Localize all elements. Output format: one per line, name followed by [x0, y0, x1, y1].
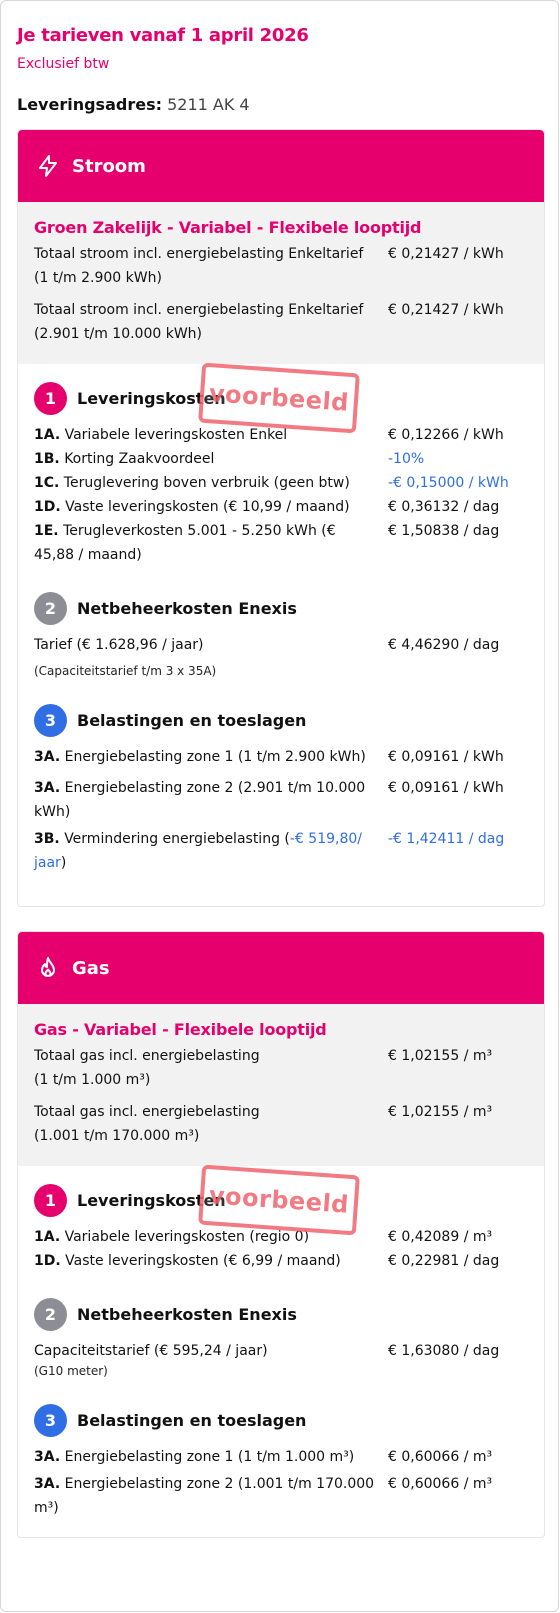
row-value: € 0,12266 / kWh — [388, 427, 504, 443]
row-value: € 0,60066 / m³ — [388, 1476, 493, 1492]
page-title: Je tarieven vanaf 1 april 2026 — [17, 25, 309, 46]
tariff-row — [34, 827, 528, 875]
tariff-row — [34, 519, 528, 567]
row-label: Variabele leveringskosten Enkel — [64, 427, 288, 443]
row-label: Teruglevering boven verbruik (geen btw) — [63, 475, 350, 491]
stroom-product: Groen Zakelijk - Variabel - Flexibele looptijd — [34, 218, 422, 237]
row-value: -€ 1,42411 / dag — [388, 831, 505, 847]
lightning-icon — [36, 154, 60, 178]
row-value: € 1,63080 / dag — [388, 1343, 500, 1359]
row-value: € 1,50838 / dag — [388, 523, 500, 539]
summary-row — [34, 1044, 528, 1092]
row-code: 3A. — [34, 749, 61, 765]
stroom-section-belastingen — [18, 681, 544, 875]
row-code: 3A. — [34, 780, 61, 796]
row-label: Energiebelasting zone 1 (1 t/m 2.900 kWh) — [64, 749, 366, 765]
row-code: 1D. — [34, 499, 61, 515]
step-number: 1 — [34, 1184, 67, 1217]
summary-row — [34, 298, 528, 346]
row-label: Capaciteitstarief (€ 595,24 / jaar) — [34, 1343, 268, 1359]
summary-row — [34, 1100, 528, 1148]
row-code: 1A. — [34, 1229, 61, 1245]
gas-header — [18, 932, 544, 1004]
summary-row — [34, 242, 528, 290]
address-label: Leveringsadres: — [17, 95, 162, 114]
row-label: Energiebelasting zone 2 (2.901 t/m 10.000 kWh) — [34, 780, 366, 820]
section-title: Belastingen en toeslagen — [77, 1410, 307, 1430]
gas-title: Gas — [72, 957, 110, 979]
section-title: Leveringskosten — [77, 1190, 226, 1210]
tariff-row — [34, 745, 528, 769]
row-code: 1C. — [34, 475, 60, 491]
summary-label: Totaal stroom incl. energiebelasting Enkeltarief (1 t/m 2.900 kWh) — [34, 246, 364, 286]
row-label: Vaste leveringskosten (€ 6,99 / maand) — [65, 1253, 341, 1269]
row-label: Energiebelasting zone 2 (1.001 t/m 170.000 m³) — [34, 1476, 375, 1516]
stroom-header — [18, 130, 544, 202]
summary-value: € 1,02155 / m³ — [388, 1104, 493, 1120]
step-number: 1 — [34, 382, 67, 415]
step-number: 3 — [34, 704, 67, 737]
gas-product: Gas - Variabel - Flexibele looptijd — [34, 1020, 327, 1039]
flame-icon — [36, 956, 60, 980]
row-code: 3A. — [34, 1449, 61, 1465]
page-subtitle: Exclusief btw — [17, 56, 110, 72]
row-value: € 0,60066 / m³ — [388, 1449, 493, 1465]
summary-label: Totaal stroom incl. energiebelasting Enkeltarief (2.901 t/m 10.000 kWh) — [34, 302, 364, 342]
stroom-summary — [18, 202, 544, 364]
section-title: Leveringskosten — [77, 388, 226, 408]
row-code: 3B. — [34, 831, 60, 847]
gas-card — [17, 931, 545, 1538]
step-number: 2 — [34, 592, 67, 625]
tariff-row — [34, 776, 528, 824]
sample-stamp: voorbeeld — [198, 363, 360, 434]
tariff-row — [34, 447, 528, 471]
tariff-row — [34, 471, 528, 495]
row-label: Terugleverkosten 5.001 - 5.250 kWh (€ 45,88 / maand) — [34, 523, 336, 563]
address-value: 5211 AK 4 — [167, 95, 250, 114]
row-note: (G10 meter) — [34, 1364, 108, 1378]
row-value: € 0,22981 / dag — [388, 1253, 500, 1269]
summary-label: Totaal gas incl. energiebelasting (1.001 t/m 170.000 m³) — [34, 1104, 260, 1144]
summary-value: € 0,21427 / kWh — [388, 302, 504, 318]
delivery-address — [17, 95, 250, 114]
row-code: 1A. — [34, 427, 61, 443]
section-title: Netbeheerkosten Enexis — [77, 1304, 297, 1324]
summary-value: € 0,21427 / kWh — [388, 246, 504, 262]
row-value: € 4,46290 / dag — [388, 637, 500, 653]
tariff-row — [34, 633, 528, 657]
row-value: € 0,09161 / kWh — [388, 749, 504, 765]
stroom-card — [17, 129, 545, 907]
row-label: Vaste leveringskosten (€ 10,99 / maand) — [65, 499, 350, 515]
section-heading — [34, 1297, 528, 1331]
row-label: Variabele leveringskosten (regio 0) — [64, 1229, 310, 1245]
gas-summary — [18, 1004, 544, 1166]
stroom-section-netbeheer — [18, 567, 544, 681]
row-value: -€ 0,15000 / kWh — [388, 475, 509, 491]
row-code: 3A. — [34, 1476, 61, 1492]
gas-section-netbeheer — [18, 1273, 544, 1381]
row-label: Vermindering energiebelasting ( — [64, 831, 290, 847]
summary-value: € 1,02155 / m³ — [388, 1048, 493, 1064]
row-value: € 0,42089 / m³ — [388, 1229, 493, 1245]
tariff-row — [34, 1472, 528, 1520]
tariff-row — [34, 495, 528, 519]
tariff-row — [34, 1339, 528, 1363]
step-number: 2 — [34, 1298, 67, 1331]
row-code: 1B. — [34, 451, 60, 467]
tariff-row — [34, 1445, 528, 1469]
summary-label: Totaal gas incl. energiebelasting (1 t/m 1.000 m³) — [34, 1048, 260, 1088]
row-code: 1E. — [34, 523, 59, 539]
row-label: Tarief (€ 1.628,96 / jaar) — [34, 637, 204, 653]
section-title: Belastingen en toeslagen — [77, 710, 307, 730]
stroom-title: Stroom — [72, 155, 146, 177]
row-value: -10% — [388, 451, 425, 467]
gas-section-belastingen — [18, 1381, 544, 1520]
row-value: € 0,36132 / dag — [388, 499, 500, 515]
reduction-link[interactable]: -€ 519,80/ jaar — [34, 831, 362, 871]
row-note: (Capaciteitstarief t/m 3 x 35A) — [34, 664, 217, 678]
section-heading — [34, 703, 528, 737]
row-label: ) — [60, 855, 67, 871]
section-title: Netbeheerkosten Enexis — [77, 598, 297, 618]
row-code: 1D. — [34, 1253, 61, 1269]
section-heading — [34, 1403, 528, 1437]
row-value: € 0,09161 / kWh — [388, 780, 504, 796]
sample-stamp: voorbeeld — [198, 1165, 360, 1236]
row-label: Korting Zaakvoordeel — [64, 451, 215, 467]
section-heading — [34, 591, 528, 625]
step-number: 3 — [34, 1404, 67, 1437]
tariff-row — [34, 1249, 528, 1273]
row-label: Energiebelasting zone 1 (1 t/m 1.000 m³) — [64, 1449, 355, 1465]
